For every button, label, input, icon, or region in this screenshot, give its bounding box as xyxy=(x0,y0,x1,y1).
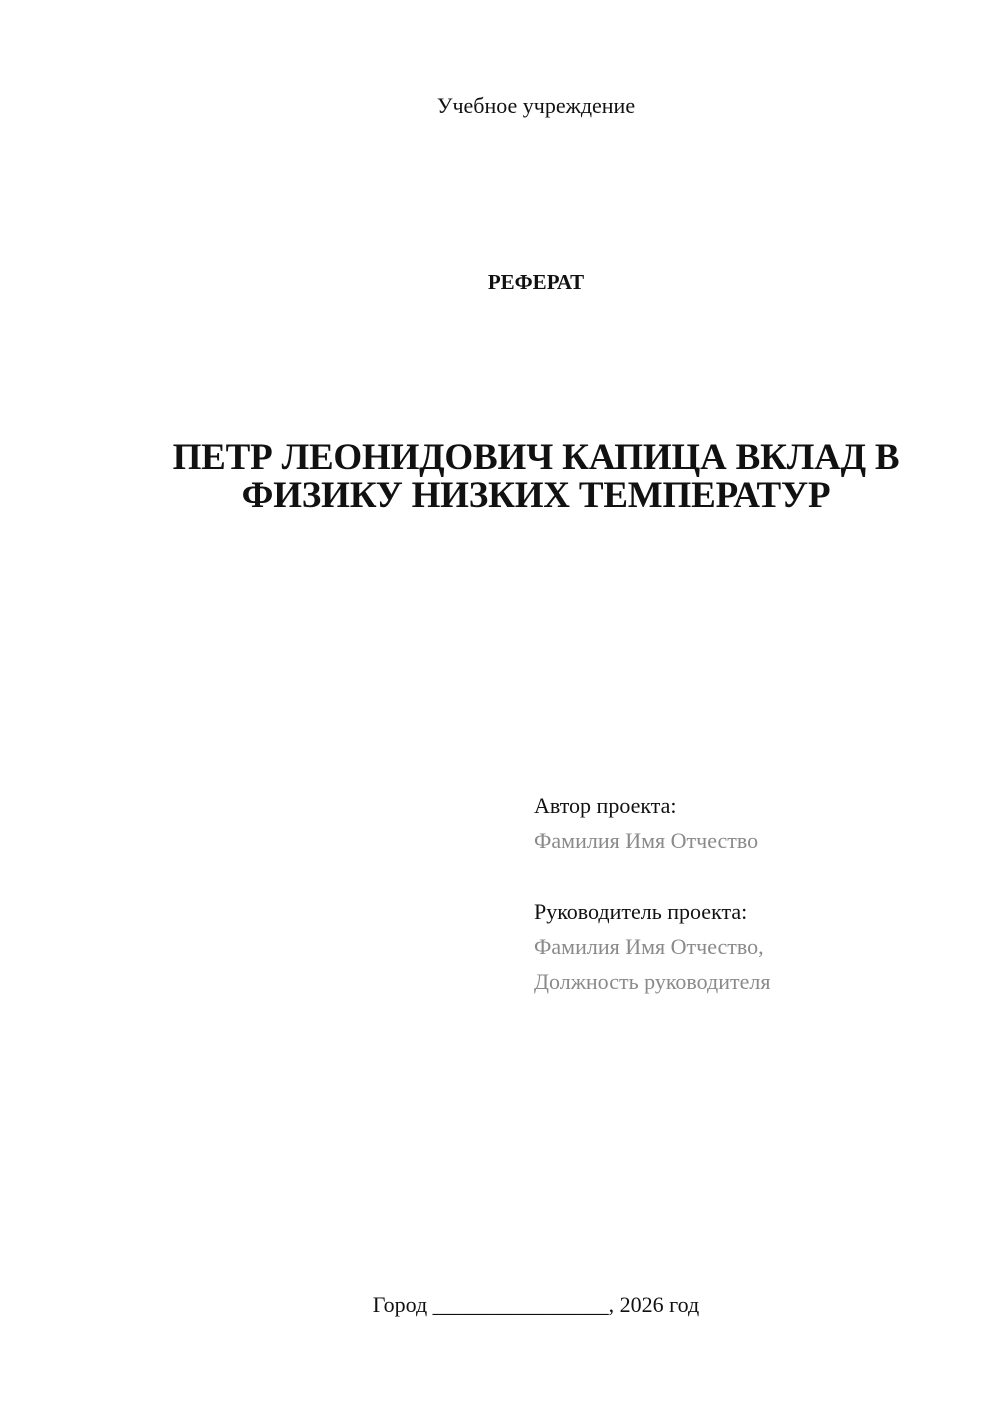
city-year-line: Город ________________, 2026 год xyxy=(372,1292,700,1317)
author-label: Автор проекта: xyxy=(534,793,677,818)
supervisor-name: Фамилия Имя Отчество, xyxy=(534,934,764,959)
title-line-2: ФИЗИКУ НИЗКИХ ТЕМПЕРАТУР xyxy=(241,475,831,516)
author-name: Фамилия Имя Отчество xyxy=(534,828,759,853)
document-title xyxy=(136,439,936,515)
supervisor-label: Руководитель проекта: xyxy=(534,899,748,924)
spacer xyxy=(534,858,954,894)
project-info-block xyxy=(534,788,954,999)
supervisor-position: Должность руководителя xyxy=(534,969,771,994)
title-line-1: ПЕТР ЛЕОНИДОВИЧ КАПИЦА ВКЛАД В xyxy=(172,437,900,478)
institution-name: Учебное учреждение xyxy=(436,93,636,118)
document-type: РЕФЕРАТ xyxy=(487,270,585,294)
